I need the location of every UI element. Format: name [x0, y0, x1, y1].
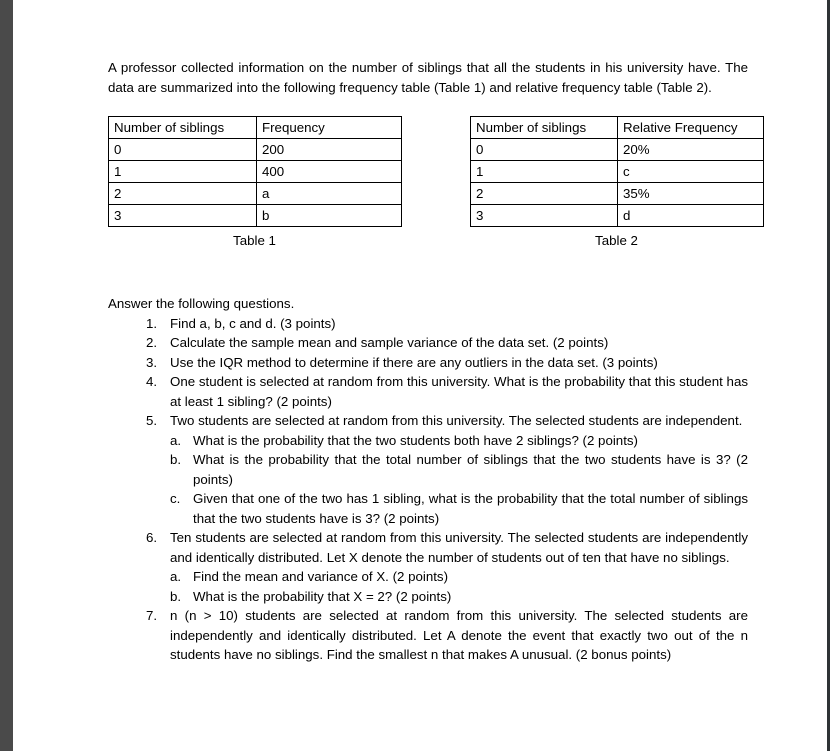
table-row — [109, 161, 402, 183]
table2-cell-relative-frequency: 35% — [618, 183, 764, 205]
question-item — [108, 411, 748, 528]
table2-header-siblings: Number of siblings — [471, 117, 618, 139]
subitem-text: Find the mean and variance of X. (2 points) — [193, 569, 448, 584]
question-list — [108, 314, 748, 665]
question-sublist — [170, 431, 748, 529]
answer-instruction: Answer the following questions. — [108, 296, 295, 311]
intro-paragraph: A professor collected information on the number of siblings that all the students in his university have. The data are summarized into the following frequency table (Table 1) and relative frequency table (Table 2). — [108, 60, 748, 95]
question-marker: 7. — [146, 608, 158, 623]
question-subitem — [170, 567, 748, 587]
table1-header-frequency: Frequency — [257, 117, 402, 139]
subitem-marker: c. — [170, 491, 181, 506]
question-marker: 5. — [146, 413, 158, 428]
question-item — [108, 528, 748, 606]
table2-cell-relative-frequency: c — [618, 161, 764, 183]
question-subitem — [170, 450, 748, 489]
table1-cell-siblings: 2 — [109, 183, 257, 205]
table1-wrapper — [108, 116, 401, 250]
table2-caption: Table 2 — [595, 233, 638, 248]
question-marker: 3. — [146, 354, 158, 370]
question-item — [108, 314, 748, 334]
table1-header-siblings: Number of siblings — [109, 117, 257, 139]
table2-cell-siblings: 2 — [471, 183, 618, 205]
subitem-marker: b. — [170, 452, 182, 467]
relative-frequency-table — [470, 116, 764, 227]
table-row — [471, 183, 764, 205]
left-page-gutter — [0, 0, 13, 751]
question-text: Find a, b, c and d. (3 points) — [170, 315, 336, 331]
table2-cell-relative-frequency: 20% — [618, 139, 764, 161]
table2-cell-siblings: 1 — [471, 161, 618, 183]
table-header-row — [471, 117, 764, 139]
table-row — [109, 139, 402, 161]
table-row — [471, 205, 764, 227]
document-page — [13, 0, 827, 751]
table2-wrapper — [470, 116, 763, 250]
table1-caption: Table 1 — [233, 233, 276, 248]
table-row — [109, 183, 402, 205]
table2-cell-relative-frequency: d — [618, 205, 764, 227]
table1-cell-frequency: 200 — [257, 139, 402, 161]
question-text: Calculate the sample mean and sample variance of the data set. (2 points) — [170, 335, 609, 350]
subitem-text: What is the probability that X = 2? (2 points) — [193, 588, 452, 604]
question-text: Two students are selected at random from this university. The selected students are independent. — [170, 413, 743, 428]
table1-cell-siblings: 3 — [109, 205, 257, 227]
subitem-text: What is the probability that the two students both have 2 siblings? (2 points) — [193, 432, 638, 448]
question-item — [108, 372, 748, 411]
table-row — [471, 139, 764, 161]
question-subitem — [170, 587, 748, 607]
question-subitem — [170, 431, 748, 451]
subitem-marker: a. — [170, 569, 182, 584]
table-row — [471, 161, 764, 183]
question-text: Use the IQR method to determine if there are any outliers in the data set. (3 points) — [170, 354, 658, 370]
table1-cell-siblings: 0 — [109, 139, 257, 161]
tables-row — [108, 116, 748, 249]
subitem-text: Given that one of the two has 1 sibling, what is the probability that the total number of siblings that the two students have is 3? (2 points) — [193, 491, 748, 526]
subitem-text: What is the probability that the total number of siblings that the two students have is 3? (2 points) — [193, 452, 748, 487]
document-content — [108, 58, 748, 665]
question-marker: 6. — [146, 530, 158, 545]
question-item — [108, 606, 748, 665]
question-subitem — [170, 489, 748, 528]
question-item — [108, 353, 748, 373]
question-text: One student is selected at random from this university. What is the probability that this student has at least 1 sibling? (2 points) — [170, 374, 748, 409]
table1-cell-frequency: b — [257, 205, 402, 227]
frequency-table — [108, 116, 402, 227]
table-header-row — [109, 117, 402, 139]
table2-header-relative-frequency: Relative Frequency — [618, 117, 764, 139]
question-text: Ten students are selected at random from this university. The selected students are independently and identically distributed. Let X denote the number of students out of ten that have no siblings. — [170, 530, 748, 565]
table-row — [109, 205, 402, 227]
question-text: n (n > 10) students are selected at random from this university. The selected students are independently and identically distributed. Let A denote the event that exactly two out of the n students have no siblings. Find the smallest n that makes A unusual. (2 bonus points) — [170, 608, 748, 662]
table1-cell-frequency: a — [257, 183, 402, 205]
subitem-marker: b. — [170, 588, 182, 604]
question-sublist — [170, 567, 748, 606]
question-item — [108, 333, 748, 353]
subitem-marker: a. — [170, 432, 182, 448]
question-marker: 2. — [146, 335, 158, 350]
table2-cell-siblings: 0 — [471, 139, 618, 161]
question-marker: 1. — [146, 315, 158, 331]
table1-cell-frequency: 400 — [257, 161, 402, 183]
table2-cell-siblings: 3 — [471, 205, 618, 227]
question-marker: 4. — [146, 374, 158, 389]
table1-cell-siblings: 1 — [109, 161, 257, 183]
